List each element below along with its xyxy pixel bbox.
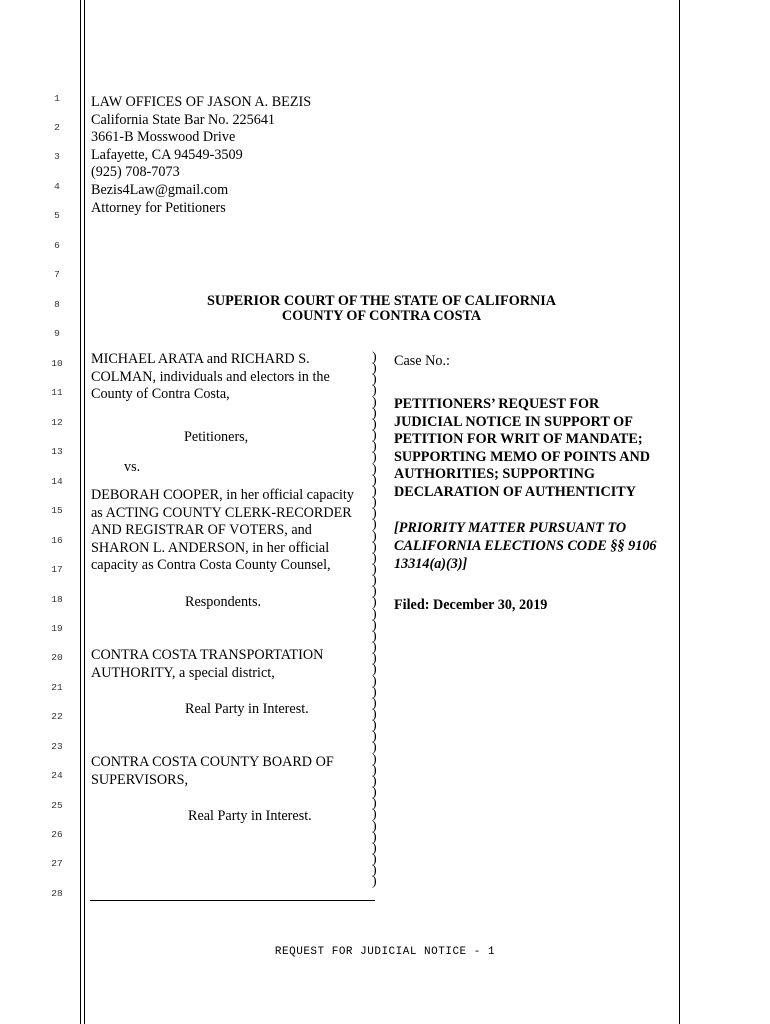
line-number: 20 — [51, 652, 63, 663]
document-title: AUTHORITIES; SUPPORTING — [394, 466, 595, 483]
attorney-line: California State Bar No. 225641 — [91, 111, 276, 128]
petitioners-text: MICHAEL ARATA and RICHARD S. — [91, 351, 310, 367]
document-title: JUDICIAL NOTICE IN SUPPORT OF — [394, 413, 633, 430]
line-number: 8 — [54, 299, 60, 310]
real-party-text: AUTHORITY, a special district, — [91, 664, 275, 681]
line-number: 19 — [51, 623, 63, 634]
respondents-text: DEBORAH COOPER, in her official capacity — [91, 487, 354, 503]
attorney-line: (925) 708-7073 — [91, 164, 180, 181]
line-number: 27 — [51, 858, 63, 869]
priority-note: 13314(a)(3)] — [394, 556, 468, 572]
line-number: 22 — [51, 711, 63, 722]
real-party-text: CONTRA COSTA COUNTY BOARD OF — [91, 754, 334, 770]
line-number: 25 — [51, 800, 63, 811]
real-party-text: SUPERVISORS, — [91, 771, 189, 788]
attorney-line: Lafayette, CA 94549-3509 — [91, 146, 243, 163]
court-name: SUPERIOR COURT OF THE STATE OF CALIFORNIA — [207, 293, 556, 309]
line-number: 21 — [51, 682, 63, 693]
real-party-text: CONTRA COSTA TRANSPORTATION — [91, 647, 324, 663]
line-number: 12 — [51, 417, 63, 428]
real-party-label: Real Party in Interest. — [185, 701, 309, 717]
left-margin-rule-inner — [84, 0, 85, 1024]
line-number: 1 — [54, 93, 60, 104]
respondents-text: AND REGISTRAR OF VOTERS, and — [91, 522, 312, 539]
filed-date: Filed: December 30, 2019 — [394, 597, 548, 613]
line-number: 2 — [54, 122, 60, 133]
line-number: 26 — [51, 829, 63, 840]
respondents-text: capacity as Contra Costa County Counsel, — [91, 557, 331, 574]
priority-note: CALIFORNIA ELECTIONS CODE §§ 9106 — [394, 538, 657, 554]
priority-note: [PRIORITY MATTER PURSUANT TO — [394, 520, 627, 536]
line-number: 7 — [54, 269, 60, 280]
attorney-line: Attorney for Petitioners — [91, 199, 226, 216]
line-number: 15 — [51, 505, 63, 516]
line-number: 16 — [51, 535, 63, 546]
line-number: 11 — [51, 387, 63, 398]
document-title: PETITIONERS’ REQUEST FOR — [394, 396, 600, 412]
document-title: PETITION FOR WRIT OF MANDATE; — [394, 431, 643, 448]
real-party-label: Real Party in Interest. — [188, 808, 312, 824]
line-number: 6 — [54, 240, 60, 251]
left-margin-rule-outer — [80, 0, 81, 1024]
line-number: 13 — [51, 446, 63, 457]
respondents-text: as ACTING COUNTY CLERK-RECORDER — [91, 504, 352, 521]
line-number: 18 — [51, 594, 63, 605]
line-number: 14 — [51, 476, 63, 487]
right-margin-rule — [679, 0, 680, 1024]
petitioners-text: County of Contra Costa, — [91, 386, 230, 403]
petitioners-label: Petitioners, — [184, 429, 249, 445]
caption-underline — [90, 900, 375, 901]
petitioners-text: COLMAN, individuals and electors in the — [91, 368, 330, 385]
line-number: 10 — [51, 358, 63, 369]
attorney-line: 3661-B Mosswood Drive — [91, 129, 236, 146]
line-number: 4 — [54, 181, 60, 192]
court-county: COUNTY OF CONTRA COSTA — [281, 308, 482, 324]
line-number: 17 — [51, 564, 63, 575]
page-footer: REQUEST FOR JUDICIAL NOTICE - 1 — [274, 946, 496, 958]
line-number: 3 — [54, 151, 60, 162]
versus: vs. — [124, 459, 141, 475]
line-number: 28 — [51, 888, 63, 899]
caption-parentheses: ) ) ) ) ) ) ) ) ) ) ) ) ) ) ) ) ) ) ) ) ) ) ) ) ) ) ) ) ) ) ) ) ) ) ) ) ) ) ) ) ) ) ) ) ) ) ) ) — [372, 350, 377, 890]
line-number: 5 — [54, 210, 60, 221]
attorney-line: LAW OFFICES OF JASON A. BEZIS — [91, 94, 312, 110]
attorney-email[interactable]: Bezis4Law@gmail.com — [91, 182, 229, 198]
case-number: Case No.: — [394, 353, 450, 369]
respondents-label: Respondents. — [185, 594, 262, 610]
line-number: 23 — [51, 741, 63, 752]
respondents-text: SHARON L. ANDERSON, in her official — [91, 539, 330, 556]
line-number: 24 — [51, 770, 63, 781]
document-title: SUPPORTING MEMO OF POINTS AND — [394, 448, 650, 465]
line-number: 9 — [54, 328, 60, 339]
document-title: DECLARATION OF AUTHENTICITY — [394, 484, 637, 500]
